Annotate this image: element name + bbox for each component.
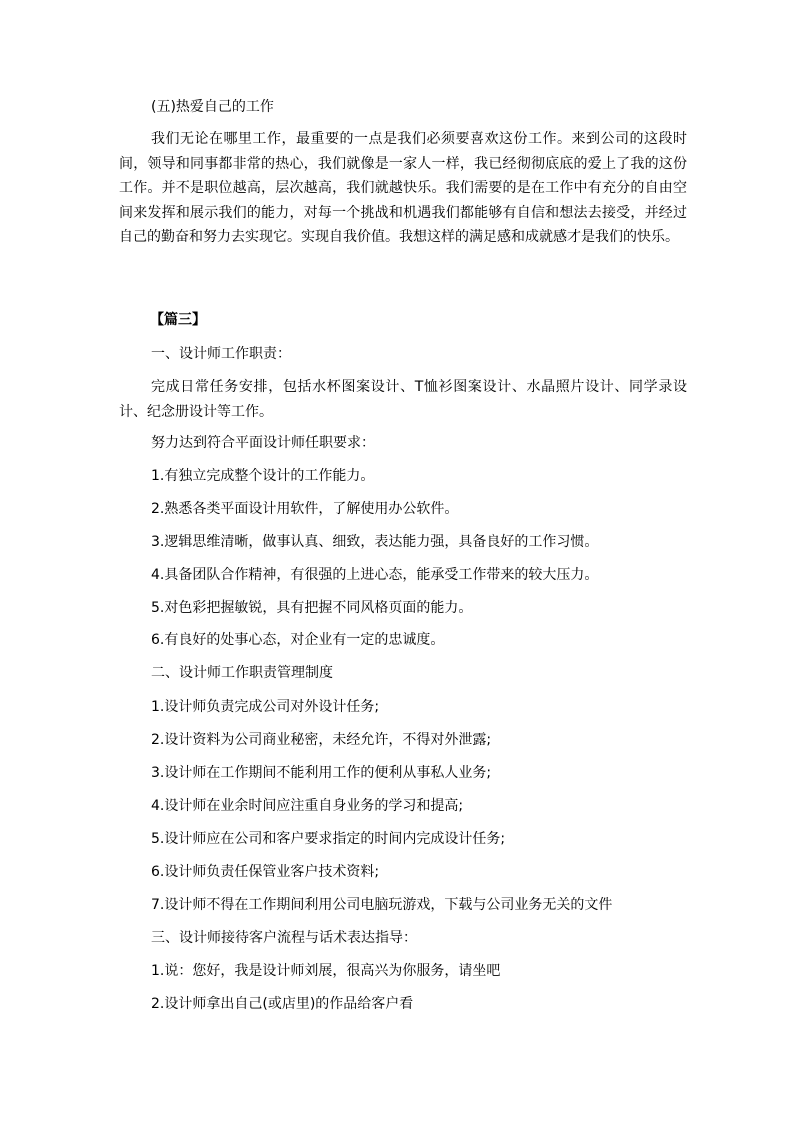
reception-item: 1.说：您好，我是设计师刘展，很高兴为你服务，请坐吧: [151, 963, 501, 979]
requirements-intro: 努力达到符合平面设计师任职要求：: [151, 435, 375, 451]
duties-paragraph: 完成日常任务安排，包括水杯图案设计、T恤衫图案设计、水晶照片设计、同学录设计、纪念册设计等工作。: [119, 379, 687, 420]
rule-item: 7.设计师不得在工作期间利用公司电脑玩游戏，下载与公司业务无关的文件: [151, 897, 613, 913]
rule-item: 6.设计师负责任保管业客户技术资料;: [151, 864, 380, 880]
requirement-item: 3.逻辑思维清晰，做事认真、细致，表达能力强，具备良好的工作习惯。: [151, 534, 599, 550]
rule-item: 2.设计资料为公司商业秘密，未经允许，不得对外泄露;: [151, 732, 492, 748]
section-paragraph: 我们无论在哪里工作，最重要的一点是我们必须要喜欢这份工作。来到公司的这段时间，领导和同事都非常的热心，我们就像是一家人一样，我已经彻彻底底的爱上了我的这份工作。并不是职位越高，层次越高，我们就越快乐。我们需要的是在工作中有充分的自由空间来发挥和展示我们的能力，对每一个挑战和机遇我们都能够有自信和想法去接受，并经过自己的勤奋和努力去实现它。实现自我价值。我想这样的满足感和成就感才是我们的快乐。: [119, 131, 687, 245]
reception-heading: 三、设计师接待客户流程与话术表达指导：: [151, 930, 417, 946]
rules-heading: 二、设计师工作职责管理制度: [151, 665, 333, 681]
requirement-item: 4.具备团队合作精神，有很强的上进心态，能承受工作带来的较大压力。: [151, 567, 599, 583]
requirement-item: 2.熟悉各类平面设计用软件，了解使用办公软件。: [151, 501, 459, 517]
requirement-item: 5.对色彩把握敏锐，具有把握不同风格页面的能力。: [151, 600, 473, 616]
requirement-item: 6.有良好的处事心态，对企业有一定的忠诚度。: [151, 632, 445, 648]
section-heading: (五)热爱自己的工作: [151, 99, 274, 115]
duties-heading: 一、设计师工作职责：: [151, 346, 291, 362]
part-title: 【篇三】: [150, 312, 206, 328]
rule-item: 1.设计师负责完成公司对外设计任务;: [151, 699, 380, 715]
rule-item: 4.设计师在业余时间应注重自身业务的学习和提高;: [151, 798, 464, 814]
requirement-item: 1.有独立完成整个设计的工作能力。: [151, 468, 375, 484]
rule-item: 3.设计师在工作期间不能利用工作的便利从事私人业务;: [151, 765, 492, 781]
reception-item: 2.设计师拿出自己(或店里)的作品给客户看: [151, 996, 414, 1012]
rule-item: 5.设计师应在公司和客户要求指定的时间内完成设计任务;: [151, 831, 506, 847]
